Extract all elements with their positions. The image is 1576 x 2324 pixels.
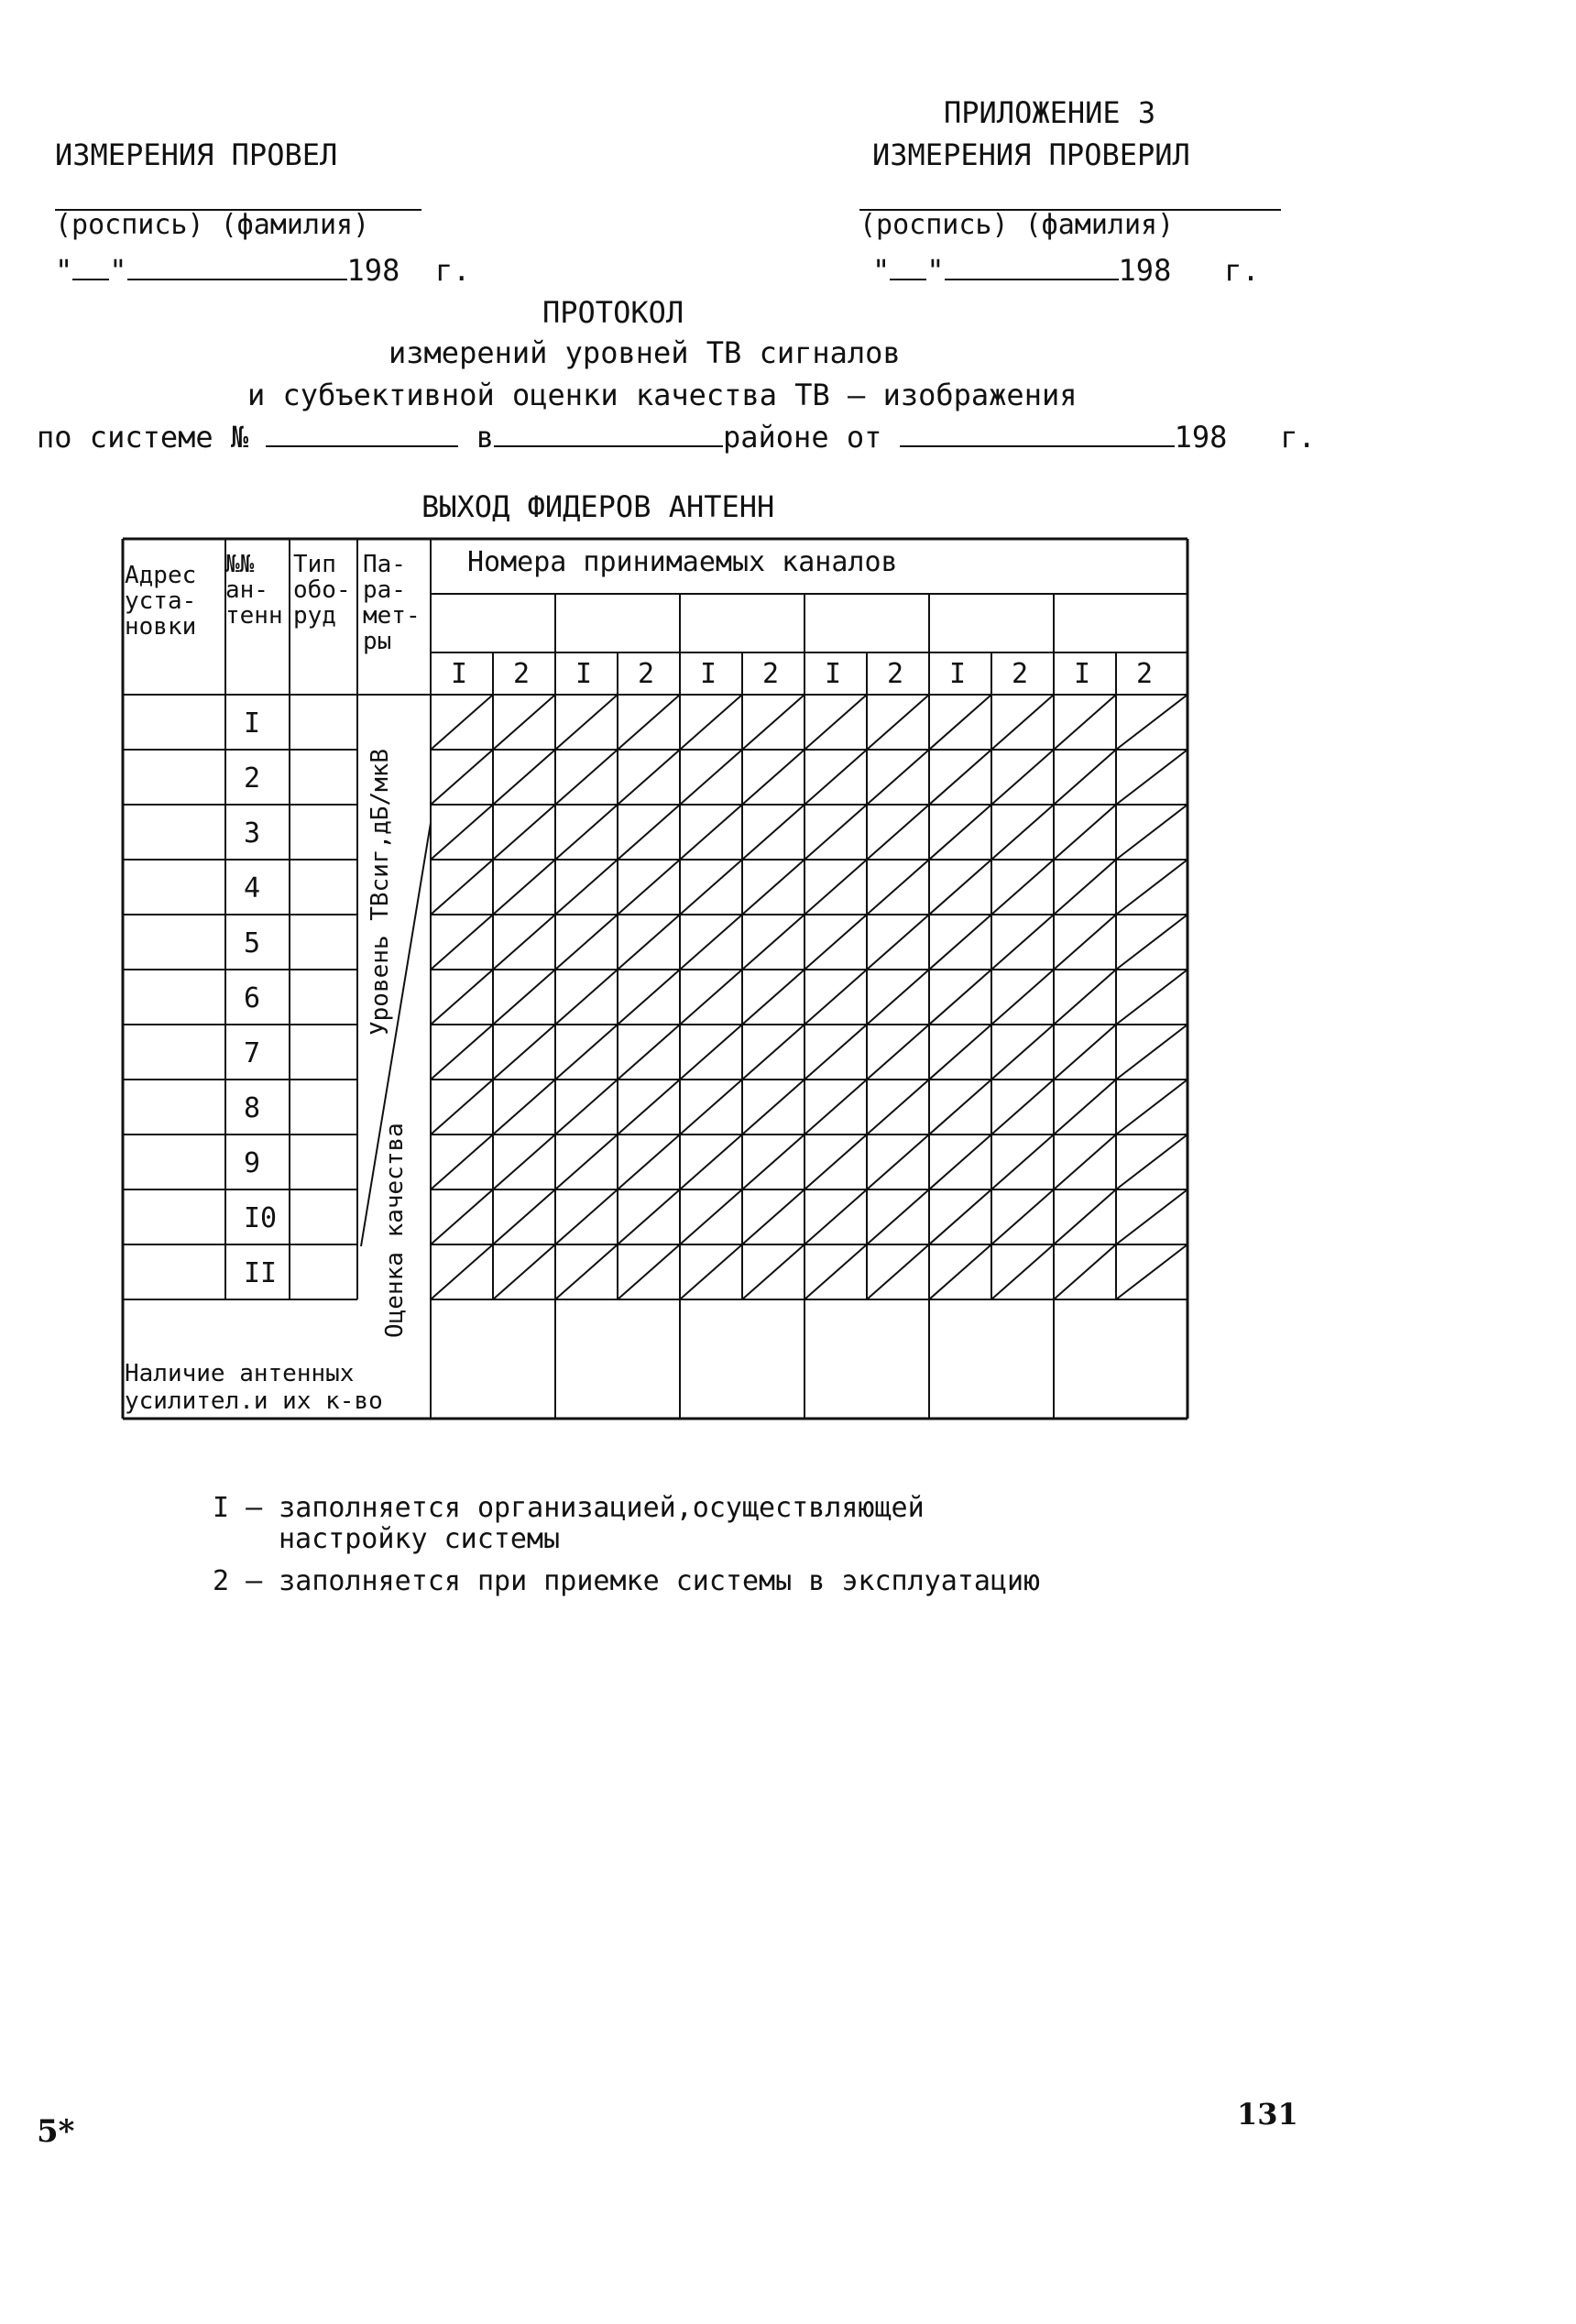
cell-diagonal	[867, 1080, 929, 1135]
cell-diagonal	[929, 750, 991, 805]
cell-diagonal	[493, 1189, 555, 1244]
antenna-row-number: I	[244, 707, 261, 740]
cell-diagonal	[1116, 805, 1187, 860]
cell-diagonal	[804, 860, 867, 915]
cell-diagonal	[929, 1025, 991, 1080]
cell-diagonal	[867, 695, 929, 750]
cell-diagonal	[1116, 1244, 1187, 1299]
cell-diagonal	[431, 860, 493, 915]
cell-diagonal	[431, 1189, 493, 1244]
protocol-line-2: и субъективной оценки качества ТВ – изображения	[247, 378, 1078, 412]
date-quote: "	[926, 253, 945, 288]
right-signer-title: ИЗМЕРЕНИЯ ПРОВЕРИЛ	[872, 137, 1190, 172]
cell-diagonal	[991, 1189, 1054, 1244]
cell-diagonal	[493, 1080, 555, 1135]
cell-diagonal	[867, 805, 929, 860]
cell-diagonal	[431, 1025, 493, 1080]
note-1: I – заполняется организацией,осуществляющей	[213, 1492, 925, 1524]
left-signer-title: ИЗМЕРЕНИЯ ПРОВЕЛ	[55, 137, 338, 172]
cell-diagonal	[1054, 970, 1116, 1025]
cell-diagonal	[680, 915, 742, 970]
cell-diagonal	[431, 750, 493, 805]
cell-diagonal	[618, 915, 680, 970]
cell-diagonal	[618, 750, 680, 805]
footer-mark: 5*	[37, 2113, 75, 2150]
cell-diagonal	[1054, 1135, 1116, 1189]
antenna-row-number: 2	[244, 762, 261, 795]
cell-diagonal	[618, 1135, 680, 1189]
cell-diagonal	[555, 805, 618, 860]
cell-diagonal	[680, 1244, 742, 1299]
cell-diagonal	[493, 860, 555, 915]
note-1-continuation: настройку системы	[279, 1523, 561, 1555]
antenna-row-number: 6	[244, 982, 261, 1014]
col-equipment-header: Тип обо- руд	[293, 551, 351, 630]
cell-diagonal	[804, 750, 867, 805]
cell-diagonal	[804, 805, 867, 860]
antenna-row-number: 9	[244, 1147, 261, 1179]
channels-header: Номера принимаемых каналов	[467, 546, 898, 578]
antenna-row-number: I0	[244, 1202, 278, 1234]
cell-diagonal	[804, 1025, 867, 1080]
cell-diagonal	[555, 1135, 618, 1189]
cell-diagonal	[618, 1189, 680, 1244]
cell-diagonal	[493, 970, 555, 1025]
cell-diagonal	[431, 695, 493, 750]
cell-diagonal	[804, 915, 867, 970]
cell-diagonal	[618, 1244, 680, 1299]
cell-diagonal	[867, 915, 929, 970]
cell-diagonal	[680, 695, 742, 750]
cell-diagonal	[1054, 1189, 1116, 1244]
cell-diagonal	[1116, 750, 1187, 805]
year-suffix: г.	[1280, 420, 1316, 455]
right-sign-caption: (роспись) (фамилия)	[859, 209, 1175, 241]
cell-diagonal	[742, 1244, 804, 1299]
cell-diagonal	[991, 695, 1054, 750]
in-label: в	[476, 420, 494, 455]
cell-diagonal	[555, 1080, 618, 1135]
cell-diagonal	[493, 750, 555, 805]
cell-diagonal	[867, 1244, 929, 1299]
cell-diagonal	[991, 1080, 1054, 1135]
cell-diagonal	[555, 970, 618, 1025]
cell-diagonal	[680, 860, 742, 915]
cell-diagonal	[991, 860, 1054, 915]
cell-diagonal	[804, 1189, 867, 1244]
antenna-row-number: II	[244, 1257, 278, 1289]
sub-column-label: 2	[1136, 658, 1154, 690]
cell-diagonal	[555, 695, 618, 750]
note-2: 2 – заполняется при приемке системы в эксплуатацию	[213, 1565, 1041, 1597]
cell-diagonal	[929, 1080, 991, 1135]
cell-diagonal	[991, 805, 1054, 860]
cell-diagonal	[742, 1025, 804, 1080]
cell-diagonal	[431, 970, 493, 1025]
cell-diagonal	[929, 1189, 991, 1244]
antenna-row-number: 8	[244, 1092, 261, 1124]
antenna-row-number: 3	[244, 817, 261, 850]
cell-diagonal	[618, 860, 680, 915]
cell-diagonal	[867, 1189, 929, 1244]
appendix-label: ПРИЛОЖЕНИЕ 3	[944, 95, 1156, 130]
note-2-number: 2	[213, 1565, 230, 1597]
cell-diagonal	[742, 915, 804, 970]
cell-diagonal	[1116, 1135, 1187, 1189]
cell-diagonal	[431, 805, 493, 860]
cell-diagonal	[742, 1080, 804, 1135]
sub-column-label: I	[1074, 658, 1091, 690]
cell-diagonal	[431, 1244, 493, 1299]
cell-diagonal	[929, 695, 991, 750]
sub-column-label: I	[451, 658, 468, 690]
date-quote: "	[872, 253, 891, 288]
cell-diagonal	[618, 695, 680, 750]
cell-diagonal	[1054, 860, 1116, 915]
antenna-row-number: 7	[244, 1037, 261, 1069]
cell-diagonal	[867, 1025, 929, 1080]
year-value: 198	[1174, 420, 1228, 455]
system-prefix: по системе №	[37, 420, 249, 455]
cell-diagonal	[1116, 1025, 1187, 1080]
cell-diagonal	[493, 1135, 555, 1189]
cell-diagonal	[680, 1025, 742, 1080]
sub-column-label: I	[575, 658, 593, 690]
cell-diagonal	[1116, 860, 1187, 915]
cell-diagonal	[493, 1025, 555, 1080]
year-suffix: г.	[434, 253, 471, 288]
cell-diagonal	[618, 970, 680, 1025]
cell-diagonal	[618, 1025, 680, 1080]
cell-diagonal	[680, 1135, 742, 1189]
cell-diagonal	[431, 1080, 493, 1135]
cell-diagonal	[493, 915, 555, 970]
antenna-row-number: 4	[244, 872, 261, 904]
cell-diagonal	[1116, 970, 1187, 1025]
year-suffix: г.	[1224, 253, 1260, 288]
amplifiers-label: Наличие антенных усилител.и их к-во	[125, 1360, 383, 1415]
cell-diagonal	[991, 1025, 1054, 1080]
cell-diagonal	[742, 750, 804, 805]
cell-diagonal	[929, 970, 991, 1025]
cell-diagonal	[742, 970, 804, 1025]
col-address-header: Адрес уста- новки	[125, 562, 197, 641]
cell-diagonal	[1054, 750, 1116, 805]
cell-diagonal	[742, 695, 804, 750]
col-params-header: Па- ра- мет- ры	[363, 551, 421, 655]
cell-diagonal	[867, 750, 929, 805]
cell-diagonal	[991, 970, 1054, 1025]
sub-column-label: 2	[1012, 658, 1029, 690]
cell-diagonal	[431, 915, 493, 970]
param-level-label: Уровень ТВсиг,дБ/мкВ	[367, 748, 394, 1036]
cell-diagonal	[804, 1135, 867, 1189]
date-quote: "	[109, 253, 127, 288]
date-quote: "	[55, 253, 73, 288]
cell-diagonal	[555, 860, 618, 915]
cell-diagonal	[493, 1244, 555, 1299]
cell-diagonal	[804, 1244, 867, 1299]
cell-diagonal	[991, 915, 1054, 970]
cell-diagonal	[742, 1135, 804, 1189]
cell-diagonal	[1116, 915, 1187, 970]
cell-diagonal	[742, 1189, 804, 1244]
cell-diagonal	[929, 1244, 991, 1299]
section-title: ВЫХОД ФИДЕРОВ АНТЕНН	[421, 489, 775, 524]
cell-diagonal	[680, 970, 742, 1025]
cell-diagonal	[742, 860, 804, 915]
cell-diagonal	[1054, 805, 1116, 860]
cell-diagonal	[991, 1244, 1054, 1299]
cell-diagonal	[991, 750, 1054, 805]
cell-diagonal	[929, 1135, 991, 1189]
cell-diagonal	[867, 860, 929, 915]
cell-diagonal	[680, 750, 742, 805]
note-2-text: заполняется при приемке системы в эксплуатацию	[279, 1565, 1041, 1597]
cell-diagonal	[929, 915, 991, 970]
sub-column-label: I	[700, 658, 717, 690]
sub-column-label: 2	[638, 658, 655, 690]
cell-diagonal	[431, 1135, 493, 1189]
cell-diagonal	[1054, 1025, 1116, 1080]
cell-diagonal	[680, 1189, 742, 1244]
page-number: 131	[1237, 2097, 1298, 2132]
cell-diagonal	[1116, 695, 1187, 750]
cell-diagonal	[867, 970, 929, 1025]
cell-diagonal	[1054, 695, 1116, 750]
note-1-number: I	[213, 1492, 230, 1524]
cell-diagonal	[555, 750, 618, 805]
param-quality-label: Оценка качества	[381, 1123, 409, 1338]
cell-diagonal	[742, 805, 804, 860]
cell-diagonal	[804, 970, 867, 1025]
cell-diagonal	[929, 805, 991, 860]
sub-column-label: 2	[887, 658, 904, 690]
sub-column-label: 2	[513, 658, 531, 690]
cell-diagonal	[493, 805, 555, 860]
cell-diagonal	[804, 695, 867, 750]
sub-column-label: I	[825, 658, 842, 690]
cell-diagonal	[555, 1025, 618, 1080]
cell-diagonal	[867, 1135, 929, 1189]
cell-diagonal	[1054, 915, 1116, 970]
col-antenna-header: №№ ан- тенн	[225, 551, 283, 630]
antenna-row-number: 5	[244, 927, 261, 959]
note-1-text: заполняется организацией,осуществляющей	[279, 1492, 925, 1524]
cell-diagonal	[929, 860, 991, 915]
cell-diagonal	[1054, 1080, 1116, 1135]
cell-diagonal	[555, 1189, 618, 1244]
cell-diagonal	[555, 1244, 618, 1299]
protocol-line-1: измерений уровней ТВ сигналов	[389, 335, 901, 370]
cell-diagonal	[1054, 1244, 1116, 1299]
cell-diagonal	[618, 1080, 680, 1135]
cell-diagonal	[680, 805, 742, 860]
sub-column-label: I	[949, 658, 967, 690]
left-sign-caption: (роспись) (фамилия)	[55, 209, 370, 241]
cell-diagonal	[618, 805, 680, 860]
cell-diagonal	[555, 915, 618, 970]
cell-diagonal	[1116, 1080, 1187, 1135]
year-value: 198	[1118, 253, 1172, 288]
cell-diagonal	[991, 1135, 1054, 1189]
sub-column-label: 2	[762, 658, 780, 690]
year-value: 198	[346, 253, 400, 288]
cell-diagonal	[493, 695, 555, 750]
cell-diagonal	[680, 1080, 742, 1135]
cell-diagonal	[804, 1080, 867, 1135]
protocol-title: ПРОТОКОЛ	[542, 295, 684, 330]
district-label: районе от	[722, 420, 882, 455]
cell-diagonal	[1116, 1189, 1187, 1244]
